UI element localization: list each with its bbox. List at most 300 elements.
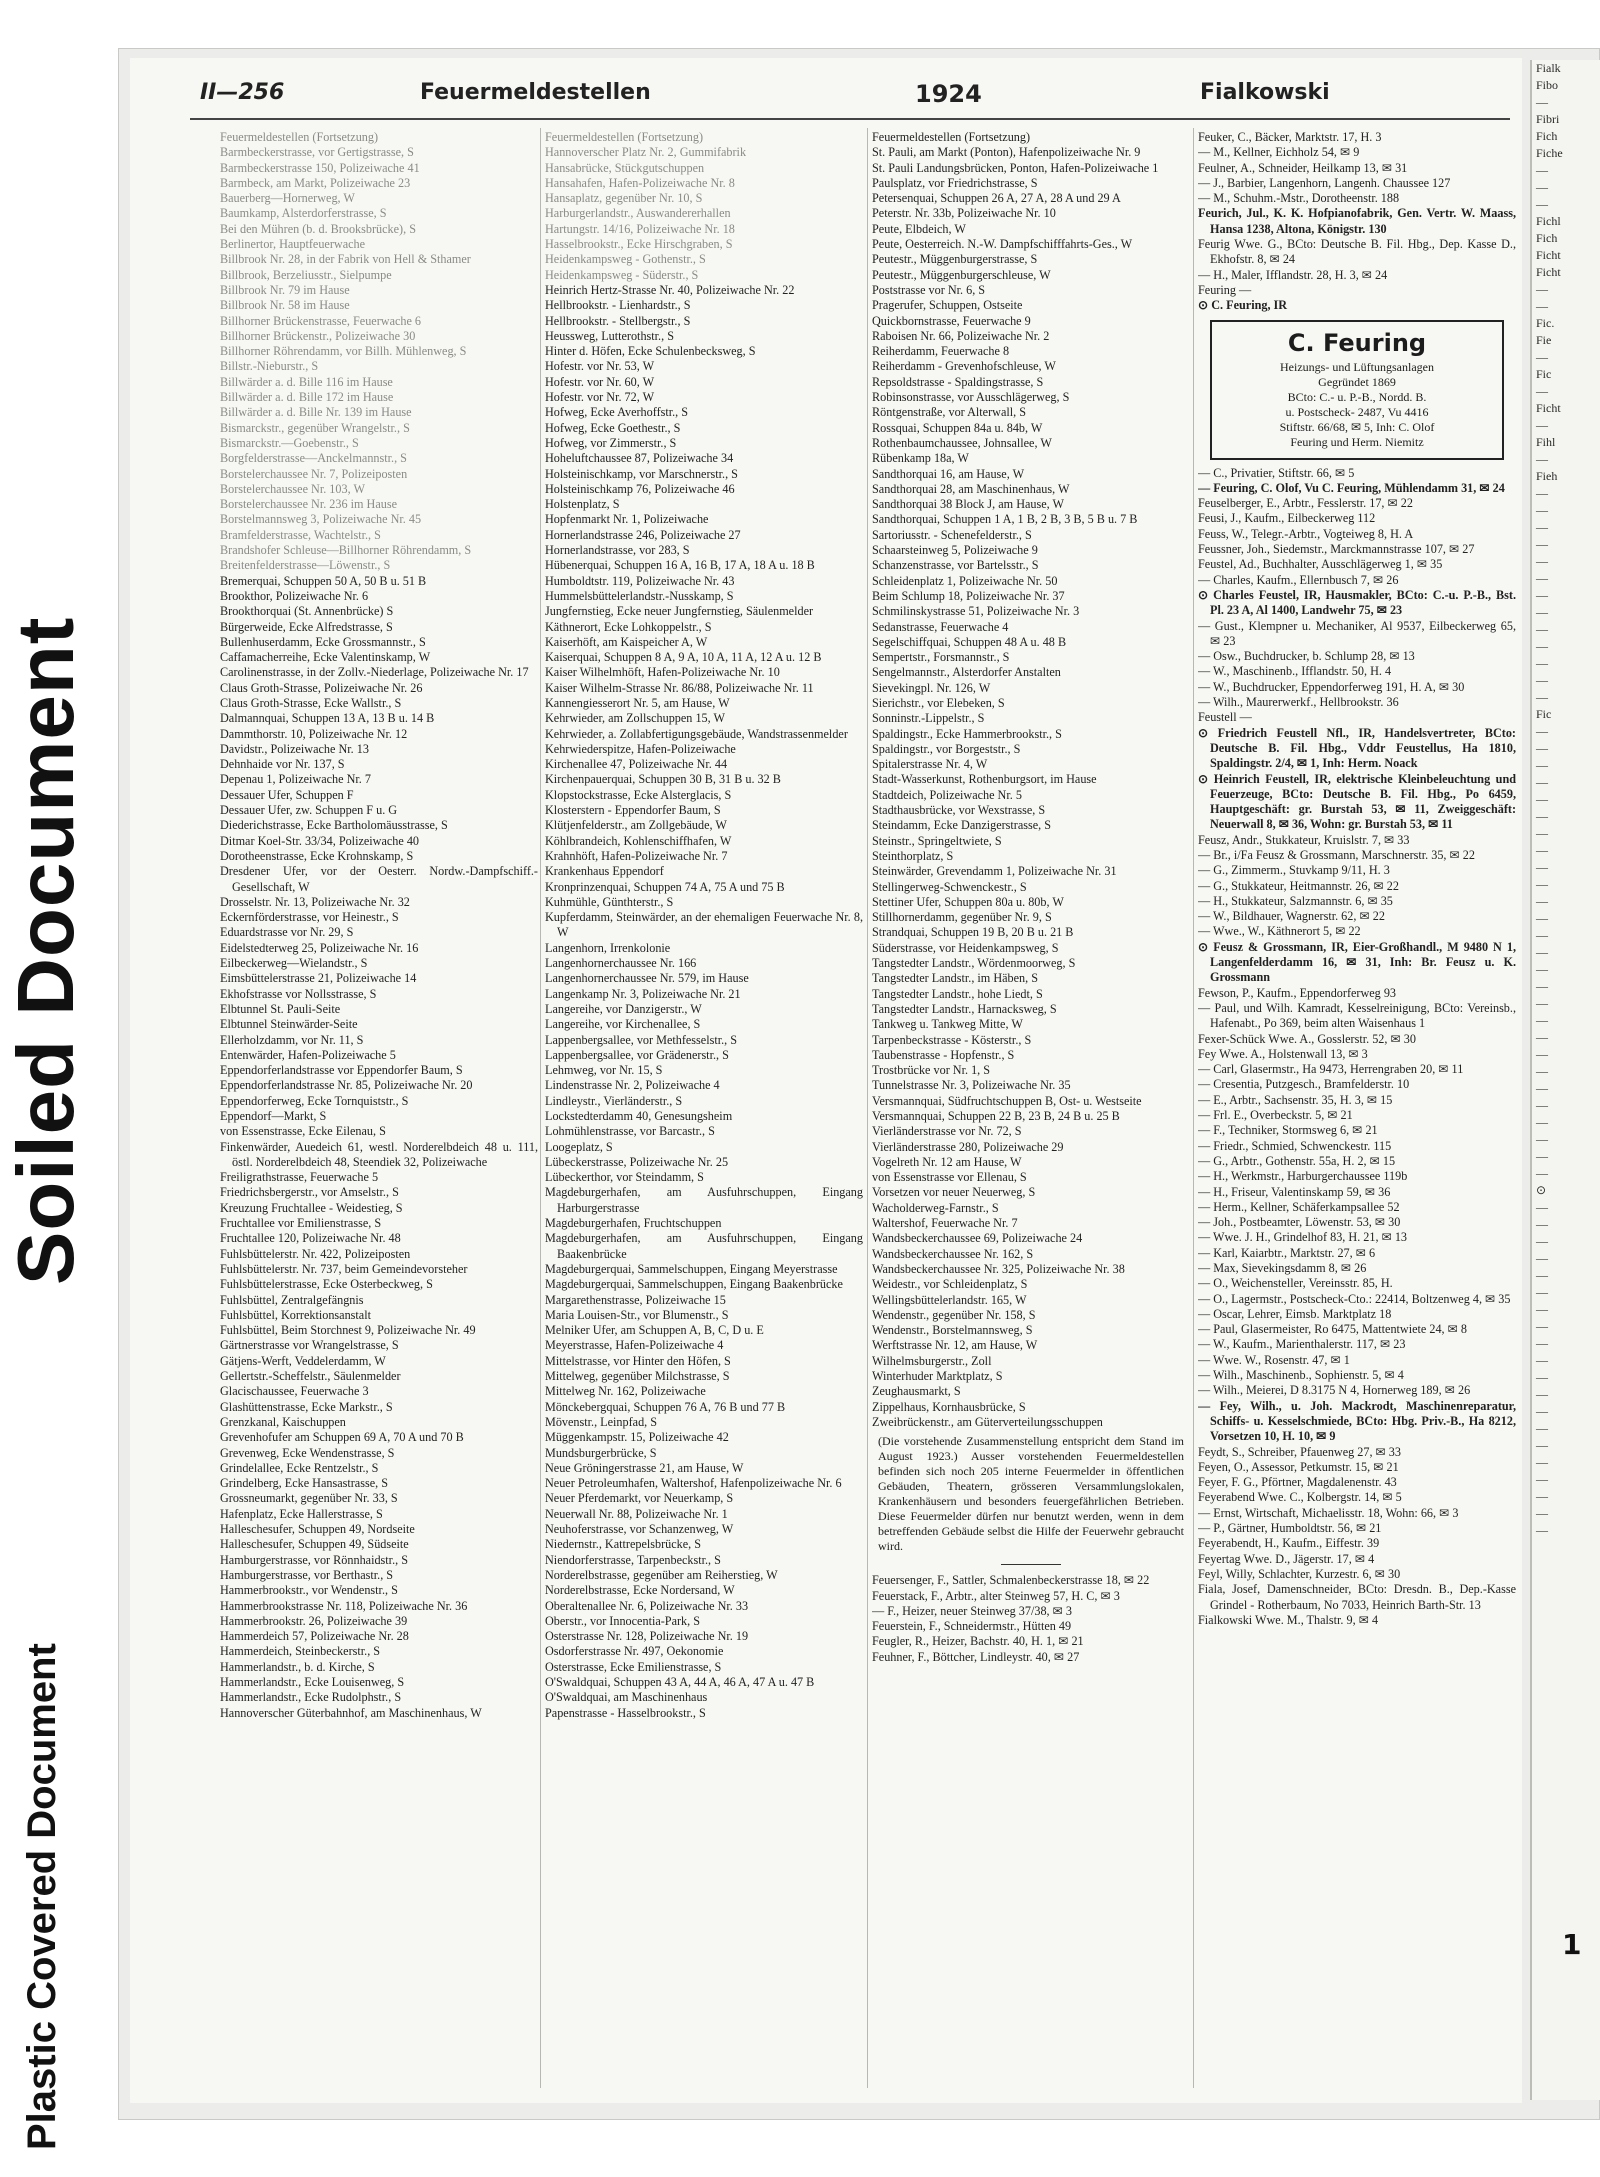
adjacent-page-fragment: — — [1536, 1319, 1548, 1333]
adjacent-page-fragment: — — [1536, 537, 1548, 551]
directory-entry: Feyen, O., Assessor, Petkumstr. 15, ✉ 21 — [1198, 1459, 1399, 1474]
directory-entry: Hofweg, Ecke Goethestr., S — [545, 420, 681, 435]
directory-entry: Strandquai, Schuppen 19 B, 20 B u. 21 B — [872, 925, 1074, 940]
directory-entry: ⊙ Charles Feustel, IR, Hausmakler, BCto: C.-u. P.-B., Bst. Pl. 23 A, Al 1400, Landwehr 75, ✉ 23 — [1198, 587, 1516, 618]
left-margin-strip — [0, 0, 115, 2177]
adjacent-page-fragment: Fibri — [1536, 112, 1560, 126]
directory-entry: — Feuring, C. Olof, Vu C. Feuring, Mühlendamm 31, ✉ 24 — [1198, 480, 1505, 495]
directory-entry: Sierichstr., vor Elebeken, S — [872, 695, 1005, 710]
adjacent-page-fragment: — — [1536, 1166, 1548, 1180]
directory-entry: Eppendorferlandstrasse Nr. 85, Polizeiwache Nr. 20 — [220, 1078, 473, 1093]
directory-entry: — F., Heizer, neuer Steinweg 37/38, ✉ 3 — [872, 1603, 1072, 1618]
directory-entry: Papenstrasse - Hasselbrookstr., S — [545, 1705, 706, 1720]
directory-entry: — Friedr., Schmied, Schwenckestr. 115 — [1198, 1138, 1392, 1153]
directory-entry: Taubenstrasse - Hopfenstr., S — [872, 1047, 1015, 1062]
directory-entry: Borgfelderstrasse—Anckelmannstr., S — [220, 451, 407, 466]
ad-line: u. Postscheck- 2487, Vu 4416 — [1285, 404, 1429, 419]
directory-entry: Ekhofstrasse vor Nollsstrasse, S — [220, 986, 377, 1001]
directory-entry: Langereihe, vor Danzigerstr., W — [545, 1001, 702, 1016]
directory-entry: Billstr.-Nieburstr., S — [220, 359, 319, 374]
directory-entry: Davidstr., Polizeiwache Nr. 13 — [220, 741, 369, 756]
directory-entry: Sartoriusstr. - Schenefelderstr., S — [872, 527, 1032, 542]
adjacent-page-fragment: — — [1536, 928, 1548, 942]
directory-entry: Osdorferstrasse Nr. 497, Oekonomie — [545, 1644, 724, 1659]
directory-entry: — Paul, Glasermeister, Ro 6475, Mattentwiete 24, ✉ 8 — [1198, 1322, 1467, 1337]
directory-entry: — O., Lagermstr., Postscheck-Cto.: 22414, Boltzenweg 4, ✉ 35 — [1198, 1291, 1511, 1306]
directory-entry: Feyl, Willy, Schlachter, Kurzestr. 6, ✉ 30 — [1198, 1566, 1401, 1581]
adjacent-page-fragment: ⊙ — [1536, 1183, 1547, 1197]
directory-entry: Langereihe, vor Kirchenallee, S — [545, 1017, 701, 1032]
directory-entry: Hoheluftchaussee 87, Polizeiwache 34 — [545, 451, 734, 466]
adjacent-page-fragment: — — [1536, 1030, 1548, 1044]
directory-entry: — Paul, und Wilh. Kamradt, Kesselreinigung, BCto: Vereinsb., Hafenabt., Po 369, beim alten Waisenhaus 1 — [1198, 1000, 1516, 1031]
directory-entry: Hannoverscher Güterbahnhof, am Maschinenhaus, W — [220, 1705, 482, 1720]
directory-entry: Peute, Oesterreich. N.-W. Dampfschifffahrts-Ges., W — [872, 237, 1133, 252]
directory-entry: Lindleystr., Vierländerstr., S — [545, 1093, 683, 1108]
directory-entry: Fuhlsbüttel, Beim Storchnest 9, Polizeiwache Nr. 49 — [220, 1323, 476, 1338]
directory-entry: Versmannquai, Südfruchtschuppen B, Ost- u. Westseite — [872, 1093, 1142, 1108]
directory-entry: Borstelerchaussee Nr. 103, W — [220, 481, 365, 496]
directory-entry: Holstenplatz, S — [545, 497, 620, 512]
directory-entry: — W., Buchdrucker, Eppendorferweg 191, H. A, ✉ 30 — [1198, 679, 1465, 694]
directory-entry: Claus Groth-Strasse, Ecke Wallstr., S — [220, 695, 402, 710]
adjacent-page-fragment: — — [1536, 282, 1548, 296]
directory-entry: — W., Maschinenb., Ifflandstr. 50, H. 4 — [1198, 664, 1392, 679]
page-header — [200, 76, 1510, 116]
directory-entry: Elbtunnel Steinwärder-Seite — [220, 1017, 358, 1032]
directory-entry: Feusi, J., Kaufm., Eilbeckerweg 112 — [1198, 511, 1376, 526]
adjacent-page-fragment: — — [1536, 452, 1548, 466]
directory-entry: Rothenbaumchaussee, Johnsallee, W — [872, 435, 1052, 450]
directory-entry: — Herm., Kellner, Schäferkampsallee 52 — [1198, 1199, 1400, 1214]
directory-entry: Tangstedter Landstr., Harnacksweg, S — [872, 1001, 1057, 1016]
directory-entry: Eilbeckerweg—Wielandstr., S — [220, 956, 368, 971]
directory-entry: — F., Techniker, Stormsweg 6, ✉ 21 — [1198, 1123, 1378, 1138]
directory-entry: Drosselstr. Nr. 13, Polizeiwache Nr. 32 — [220, 894, 410, 909]
directory-entry: Werftstrasse Nr. 12, am Hause, W — [872, 1338, 1038, 1353]
adjacent-page-fragment: — — [1536, 1506, 1548, 1520]
adjacent-page-fragment: — — [1536, 1149, 1548, 1163]
adjacent-page-fragment: — — [1536, 197, 1548, 211]
adjacent-page-fragment: — — [1536, 1353, 1548, 1367]
directory-entry: Holsteinischkamp, vor Marschnerstr., S — [545, 466, 738, 481]
directory-entry: Kehrwieder, a. Zollabfertigungsgebäude, Wandstrassenmelder — [545, 726, 848, 741]
adjacent-page-fragment: — — [1536, 1115, 1548, 1129]
directory-entry: Tarpenbeckstrasse - Kösterstr., S — [872, 1032, 1032, 1047]
directory-entry: — Ernst, Wirtschaft, Michaelisstr. 18, Wohn: 66, ✉ 3 — [1198, 1505, 1459, 1520]
directory-entry: — Wwe., W., Käthnerort 5, ✉ 22 — [1198, 924, 1361, 939]
ad-line: Feuring und Herm. Niemitz — [1290, 434, 1424, 449]
directory-entry: Kaiser Wilhelmhöft, Hafen-Polizeiwache Nr. 10 — [545, 665, 780, 680]
directory-entry: Rübenkamp 18a, W — [872, 451, 969, 466]
directory-entry: Fey Wwe. A., Holstenwall 13, ✉ 3 — [1198, 1046, 1368, 1061]
directory-entry: Feyerabend Wwe. C., Kolbergstr. 14, ✉ 5 — [1198, 1490, 1402, 1505]
directory-entry: Heussweg, Lutterothstr., S — [545, 328, 674, 343]
directory-entry: Neuer Petroleumhafen, Waltershof, Hafenpolizeiwache Nr. 6 — [545, 1476, 842, 1491]
directory-entry: Norderelbstrasse, Ecke Nordersand, W — [545, 1583, 735, 1598]
directory-entry: Magdeburgerhafen, Fruchtschuppen — [545, 1216, 722, 1231]
directory-entry: Hammerbrookstr., vor Wendenstr., S — [220, 1583, 398, 1598]
directory-entry: Sedanstrasse, Feuerwache 4 — [872, 619, 1009, 634]
adjacent-page-fragment: — — [1536, 1387, 1548, 1401]
directory-entry: Fruchtallee 120, Polizeiwache Nr. 48 — [220, 1231, 401, 1246]
directory-entry: Feuss, W., Telegr.-Arbtr., Vogteiweg 8, H. A — [1198, 526, 1414, 541]
directory-entry: Humboldtstr. 119, Polizeiwache Nr. 43 — [545, 573, 735, 588]
adjacent-page-fragment: Fic. — [1536, 316, 1555, 330]
directory-entry: Hartungstr. 14/16, Polizeiwache Nr. 18 — [545, 221, 735, 236]
directory-entry: — Oscar, Lehrer, Eimsb. Marktplatz 18 — [1198, 1306, 1392, 1321]
adjacent-page-fragment: — — [1536, 1064, 1548, 1078]
directory-entry: Feustel, Ad., Buchhalter, Ausschlägerweg 1, ✉ 35 — [1198, 557, 1443, 572]
directory-entry: Norderelbstrasse, gegenüber am Reiherstieg, W — [545, 1567, 778, 1582]
directory-entry: Sonninstr.-Lippelstr., S — [872, 711, 985, 726]
directory-entry: Berlinertor, Hauptfeuerwache — [220, 237, 366, 252]
directory-entry: — Charles, Kaufm., Ellernbusch 7, ✉ 26 — [1198, 572, 1399, 587]
directory-entry: Quickbornstrasse, Feuerwache 9 — [872, 313, 1031, 328]
directory-entry: Bürgerweide, Ecke Alfredstrasse, S — [220, 619, 393, 634]
directory-entry: — Joh., Postbeamter, Löwenstr. 53, ✉ 30 — [1198, 1215, 1401, 1230]
directory-entry: Harburgerlandstr., Auswandererhallen — [545, 206, 731, 221]
directory-entry: Hinter d. Höfen, Ecke Schulenbecksweg, S — [545, 344, 756, 359]
directory-entry: Feustell — — [1198, 710, 1252, 725]
directory-entry: Steinwärder, Grevendamm 1, Polizeiwache Nr. 31 — [872, 864, 1117, 879]
directory-entry: — Gust., Klempner u. Mechaniker, Al 9537, Eilbeckerweg 65, ✉ 23 — [1198, 618, 1516, 648]
directory-entry: Feyerabendt, H., Kaufm., Eiffestr. 39 — [1198, 1536, 1380, 1551]
edition-year: 1924 — [915, 80, 982, 108]
directory-entry: St. Pauli Landungsbrücken, Ponton, Hafen-Polizeiwache 1 — [872, 160, 1159, 175]
ad-line: Gegründet 1869 — [1318, 374, 1396, 389]
directory-entry: Peute, Elbdeich, W — [872, 221, 966, 236]
directory-entry: Hummelsbüttelerlandstr.-Nusskamp, S — [545, 588, 734, 603]
directory-entry: Neuerwall Nr. 88, Polizeiwache Nr. 1 — [545, 1506, 728, 1521]
adjacent-page-fragment: — — [1536, 894, 1548, 908]
directory-entry: Schmilinskystrasse 51, Polizeiwache Nr. 3 — [872, 604, 1080, 619]
directory-entry: Grindelallee, Ecke Rentzelstr., S — [220, 1460, 379, 1475]
directory-entry: Dammthorstr. 10, Polizeiwache Nr. 12 — [220, 726, 408, 741]
ad-line: BCto: C.- u. P.-B., Nordd. B. — [1287, 389, 1427, 404]
adjacent-page-fragment: Fiche — [1536, 146, 1563, 160]
directory-entry: Vorsetzen vor neuer Neuerweg, S — [872, 1185, 1036, 1200]
adjacent-page-fragment: Fibo — [1536, 78, 1559, 92]
directory-entry: Langenkamp Nr. 3, Polizeiwache Nr. 21 — [545, 986, 741, 1001]
adjacent-page-fragment: — — [1536, 911, 1548, 925]
adjacent-page-fragment: — — [1536, 1489, 1548, 1503]
directory-entry: Hammerdeich 57, Polizeiwache Nr. 28 — [220, 1629, 409, 1644]
column-3 — [872, 130, 1190, 2090]
directory-entry: Dorotheenstrasse, Ecke Krohnskamp, S — [220, 848, 414, 863]
adjacent-page-fragment: — — [1536, 588, 1548, 602]
adjacent-page-fragment: — — [1536, 860, 1548, 874]
ad-title: C. Feuring — [1287, 328, 1427, 357]
directory-entry: Winterhuder Marktplatz, S — [872, 1369, 1003, 1384]
section-title: Feuermeldestellen — [420, 80, 651, 105]
column-3-entries-after — [872, 1573, 1190, 1665]
adjacent-page-fragment: — — [1536, 1455, 1548, 1469]
directory-entry: Tangstedter Landstr., im Häben, S — [872, 971, 1039, 986]
directory-entry: Kaiserhöft, am Kaispeicher A, W — [545, 634, 708, 649]
adjacent-page-fragment: Fich — [1536, 129, 1558, 143]
directory-entry: Oberaltenallee Nr. 6, Polizeiwache Nr. 33 — [545, 1598, 749, 1613]
directory-entry: Beim Schlump 18, Polizeiwache Nr. 37 — [872, 588, 1065, 603]
directory-entry: Grossneumarkt, gegenüber Nr. 33, S — [220, 1491, 398, 1506]
directory-entry: Grindelberg, Ecke Hansastrasse, S — [220, 1476, 388, 1491]
directory-entry: Meyerstrasse, Hafen-Polizeiwache 4 — [545, 1338, 724, 1353]
column-divider — [867, 128, 868, 2088]
directory-entry: Kreuzung Fruchtallee - Weidestieg, S — [220, 1200, 403, 1215]
directory-entry: Hübenerquai, Schuppen 16 A, 16 B, 17 A, 18 A u. 18 B — [545, 558, 815, 573]
directory-entry: O'Swaldquai, am Maschinenhaus — [545, 1690, 708, 1705]
directory-entry: — G., Zimmerm., Stuvkamp 9/11, H. 3 — [1198, 863, 1390, 878]
directory-entry: Röntgenstraße, vor Alterwall, S — [872, 405, 1027, 420]
directory-entry: Hansabrücke, Stückgutschuppen — [545, 160, 705, 175]
directory-entry: Margarethenstrasse, Polizeiwache 15 — [545, 1292, 726, 1307]
directory-entry: Magdeburgerquai, Sammelschuppen, Eingang Baakenbrücke — [545, 1277, 843, 1292]
directory-entry: Robinsonstrasse, vor Ausschlägerweg, S — [872, 390, 1070, 405]
directory-entry: Klopstockstrasse, Ecke Alsterglacis, S — [545, 787, 732, 802]
column-2 — [545, 130, 863, 2090]
adjacent-page-fragment: — — [1536, 95, 1548, 109]
directory-entry: Billbrook Nr. 79 im Hause — [220, 282, 350, 297]
directory-entry: Heinrich Hertz-Strasse Nr. 40, Polizeiwache Nr. 22 — [545, 282, 795, 297]
directory-entry: Barmbeckerstrasse, vor Gertigstrasse, S — [220, 145, 414, 160]
directory-entry: Bismarckstr.—Goebenstr., S — [220, 435, 359, 450]
column-4 — [1198, 130, 1516, 2090]
adjacent-page-fragment: — — [1536, 741, 1548, 755]
directory-entry: Feyer, F. G., Pförtner, Magdalenenstr. 43 — [1198, 1475, 1397, 1490]
directory-entry: Bullenhuserdamm, Ecke Grossmannstr., S — [220, 634, 426, 649]
directory-entry: Steinthorplatz, S — [872, 848, 954, 863]
directory-entry: Petersenquai, Schuppen 26 A, 27 A, 28 A und 29 A — [872, 191, 1121, 206]
directory-entry: Feuermeldestellen (Fortsetzung) — [545, 130, 704, 144]
column-divider — [1193, 128, 1194, 2088]
directory-entry: Billbrook, Berzeliusstr., Sielpumpe — [220, 267, 392, 282]
divider-rule — [1001, 1564, 1061, 1565]
directory-entry: Trostbrücke vor Nr. 1, S — [872, 1063, 991, 1078]
directory-entry: Dresdener Ufer, vor der Oesterr. Nordw.-Dampfschiff.-Gesellschaft, W — [220, 864, 538, 894]
directory-entry: Feussner, Joh., Siedemstr., Marckmannstrasse 107, ✉ 27 — [1198, 542, 1475, 557]
directory-entry: — Wilh., Meierei, D 8.3175 N 4, Hornerweg 189, ✉ 26 — [1198, 1383, 1471, 1398]
directory-entry: Hamburgerstrasse, vor Rönnhaidstr., S — [220, 1552, 408, 1567]
directory-entry: Oberstr., vor Innocentia-Park, S — [545, 1613, 701, 1628]
directory-entry: Melniker Ufer, am Schuppen A, B, C, D u. E — [545, 1323, 764, 1338]
directory-entry: Glacischaussee, Feuerwache 3 — [220, 1384, 369, 1399]
directory-entry: Dessauer Ufer, Schuppen F — [220, 787, 354, 802]
adjacent-page-fragment: Fichl — [1536, 214, 1561, 228]
directory-entry: Billhorner Röhrendamm, vor Billh. Mühlenweg, S — [220, 344, 467, 359]
column-3-entries — [872, 130, 1190, 1430]
directory-entry: — Br., i/Fa Feusz & Grossmann, Marschnerstr. 35, ✉ 22 — [1198, 847, 1475, 862]
directory-entry: Hammerbrookstrasse Nr. 118, Polizeiwache Nr. 36 — [220, 1598, 468, 1613]
directory-entry: Schaarsteinweg 5, Polizeiwache 9 — [872, 543, 1038, 558]
directory-entry: Barmbeckerstrasse 150, Polizeiwache 41 — [220, 160, 420, 175]
directory-entry: Billwärder a. d. Bille Nr. 139 im Hause — [220, 405, 412, 420]
adjacent-page-fragment: — — [1536, 180, 1548, 194]
directory-entry: Grevenweg, Ecke Wendenstrasse, S — [220, 1445, 395, 1460]
directory-entry: Käthnerort, Ecke Lohkoppelstr., S — [545, 619, 712, 634]
directory-entry: Feuerstein, F., Schneidermstr., Hütten 49 — [872, 1619, 1072, 1634]
directory-entry: Fiala, Josef, Damenschneider, BCto: Dresdn. B., Dep.-Kasse Grindel - Rotherbaum, No 7033, Heinrich Barth-Str. 13 — [1198, 1582, 1516, 1612]
directory-entry: Reiherdamm, Feuerwache 8 — [872, 344, 1010, 359]
directory-entry: — Wilh., Maurerwerkf., Hellbrookstr. 36 — [1198, 695, 1399, 710]
directory-entry: Entenwärder, Hafen-Polizeiwache 5 — [220, 1047, 396, 1062]
directory-entry: Gellertstr.-Scheffelstr., Säulenmelder — [220, 1369, 401, 1384]
adjacent-page-fragment: — — [1536, 673, 1548, 687]
footnote: (Die vorstehende Zusammenstellung entspricht dem Stand im August 1923.) Ausser vorstehenden Feuermeldestellen befinden sich noch 205 interne Feuermelder in öffentlichen Gebäuden, Theatern, grösseren Versammlungslokalen, Krankenhäusern und besonders feuergefährlichen Betrieben. Diese Feuermelder dürfen nur benutzt werden, wenn in dem betreffenden Gebäude selbst die Hilfe der Feuerwehr gebraucht wird. — [878, 1434, 1184, 1554]
directory-entry: — M., Schuhm.-Mstr., Dorotheenstr. 188 — [1198, 191, 1400, 206]
column-divider — [540, 128, 541, 2088]
directory-entry: Kaiser Wilhelm-Strasse Nr. 86/88, Polizeiwache Nr. 11 — [545, 680, 814, 695]
directory-entry: Kehrwiederspitze, Hafen-Polizeiwache — [545, 741, 736, 756]
adjacent-page-fragment: — — [1536, 792, 1548, 806]
directory-entry: Bismarckstr., gegenüber Wrangelstr., S — [220, 420, 410, 435]
directory-entry: Sempertstr., Forsmannstr., S — [872, 650, 1010, 665]
adjacent-page-fragment: — — [1536, 843, 1548, 857]
directory-entry: Dalmannquai, Schuppen 13 A, 13 B u. 14 B — [220, 711, 435, 726]
adjacent-page-fragment: Ficht — [1536, 401, 1561, 415]
directory-entry: Feydt, S., Schreiber, Pfauenweg 27, ✉ 33 — [1198, 1444, 1401, 1459]
directory-entry: Hammerlandstr., Ecke Louisenweg, S — [220, 1674, 405, 1689]
directory-entry: Hellbrookstr. - Lienhardstr., S — [545, 298, 691, 313]
directory-entry: Hammerlandstr., b. d. Kirche, S — [220, 1659, 375, 1674]
directory-entry: — Karl, Kaiarbtr., Marktstr. 27, ✉ 6 — [1198, 1245, 1376, 1260]
adjacent-page-fragment: — — [1536, 384, 1548, 398]
directory-entry: Baumkamp, Alsterdorferstrasse, S — [220, 206, 387, 221]
header-rule — [190, 118, 1510, 120]
adjacent-page-fragment: — — [1536, 1081, 1548, 1095]
feuring-advertisement — [1210, 320, 1504, 460]
adjacent-page-fragment: — — [1536, 758, 1548, 772]
adjacent-page-fragment: Fieh — [1536, 469, 1558, 483]
directory-entry: Langenhornerchaussee Nr. 166 — [545, 956, 697, 971]
directory-entry: Jungfernstieg, Ecke neuer Jungfernstieg, Säulenmelder — [545, 604, 814, 619]
directory-entry: Peterstr. Nr. 33b, Polizeiwache Nr. 10 — [872, 206, 1056, 221]
directory-entry: Breitenfelderstrasse—Löwenstr., S — [220, 558, 391, 573]
directory-entry: Heidenkampsweg - Gothenstr., S — [545, 252, 706, 267]
directory-entry: Köhlbrandeich, Kohlenschiffhafen, W — [545, 833, 732, 848]
directory-entry: Stettiner Ufer, Schuppen 80a u. 80b, W — [872, 894, 1064, 909]
adjacent-page-fragment: — — [1536, 1523, 1548, 1537]
directory-entry: Neuhoferstrasse, vor Schanzenweg, W — [545, 1522, 734, 1537]
directory-entry: Hofestr. vor Nr. 60, W — [545, 374, 655, 389]
directory-entry: Kuhmühle, Günthterstr., S — [545, 894, 674, 909]
adjacent-page-fragment: — — [1536, 1234, 1548, 1248]
directory-entry: Feuhner, F., Böttcher, Lindleystr. 40, ✉ 27 — [872, 1649, 1080, 1664]
directory-entry: ⊙ Heinrich Feustell, IR, elektrische Kleinbeleuchtung und Feuerzeuge, BCto: Deutsche B. Fil. Hbg., Po 6459, Hauptgeschäft: gr. Burstah 53, ✉ 11, Zweiggeschäft: Neuerwall 8, ✉ 36, Wohn: gr. Burstah 53, ✉ 11 — [1198, 771, 1516, 832]
adjacent-page-fragment: — — [1536, 979, 1548, 993]
adjacent-page-fragment: — — [1536, 656, 1548, 670]
plastic-covered-label: Plastic Covered Document — [20, 1643, 64, 2150]
adjacent-page-fragment: — — [1536, 1047, 1548, 1061]
directory-entry: ⊙ Feusz & Grossmann, IR, Eier-Großhandl., M 9480 N 1, Langenfelderdamm 16, ✉ 31, Inh: Br. Feusz u. K. Grossmann — [1198, 939, 1516, 985]
directory-entry: Lübeckerstrasse, Polizeiwache Nr. 25 — [545, 1154, 729, 1169]
directory-entry: Vierländerstrasse 280, Polizeiwache 29 — [872, 1139, 1064, 1154]
directory-entry: Klosterstern - Eppendorfer Baum, S — [545, 803, 721, 818]
adjacent-page-fragment: — — [1536, 775, 1548, 789]
directory-entry: Stadthausbrücke, vor Wexstrasse, S — [872, 803, 1046, 818]
directory-entry: Carolinenstrasse, in der Zollv.-Niederlage, Polizeiwache Nr. 17 — [220, 665, 529, 680]
directory-entry: — C., Privatier, Stiftstr. 66, ✉ 5 — [1198, 465, 1355, 480]
directory-entry: Kannengiesserort Nr. 5, am Hause, W — [545, 695, 730, 710]
directory-entry: Friedrichsbergerstr., vor Amselstr., S — [220, 1185, 399, 1200]
directory-entry: Brookthorquai (St. Annenbrücke) S — [220, 604, 394, 619]
adjacent-page-fragment: — — [1536, 622, 1548, 636]
directory-entry: Hornerlandstrasse 246, Polizeiwache 27 — [545, 527, 741, 542]
adjacent-page-fragment: — — [1536, 945, 1548, 959]
directory-entry: — Wilh., Maschinenb., Sophienstr. 5, ✉ 4 — [1198, 1368, 1404, 1383]
directory-entry: Mittelweg, gegenüber Milchstrasse, S — [545, 1369, 730, 1384]
directory-entry: Reiherdamm - Grevenhofschleuse, W — [872, 359, 1056, 374]
directory-entry: — Wwe. W., Rosenstr. 47, ✉ 1 — [1198, 1352, 1350, 1367]
directory-entry: Wendenstr., gegenüber Nr. 158, S — [872, 1307, 1036, 1322]
directory-entry: Eckernförderstrasse, vor Heinestr., S — [220, 910, 399, 925]
adjacent-page-fragment: — — [1536, 809, 1548, 823]
directory-entry: Steindamm, Ecke Danzigerstrasse, S — [872, 818, 1052, 833]
directory-entry: Eidelstedterweg 25, Polizeiwache Nr. 16 — [220, 940, 419, 955]
directory-entry: Feuersenger, F., Sattler, Schmalenbeckerstrasse 18, ✉ 22 — [872, 1573, 1150, 1588]
directory-entry: Hammerdeich, Steinbeckerstr., S — [220, 1644, 381, 1659]
directory-entry: Poststrasse vor Nr. 6, S — [872, 282, 986, 297]
directory-entry: Wendenstr., Borstelmannsweg, S — [872, 1323, 1033, 1338]
directory-entry: Kupferdamm, Steinwärder, an der ehemaligen Feuerwache Nr. 8, W — [545, 910, 863, 940]
directory-entry: Elbtunnel St. Pauli-Seite — [220, 1001, 341, 1016]
directory-entry: Hopfenmarkt Nr. 1, Polizeiwache — [545, 512, 709, 527]
directory-entry: Zeughausmarkt, S — [872, 1384, 961, 1399]
directory-entry: Fuhlsbüttel, Zentralgefängnis — [220, 1292, 364, 1307]
directory-entry: Neuer Pferdemarkt, vor Neuerkamp, S — [545, 1491, 734, 1506]
directory-entry: Dehnhaide vor Nr. 137, S — [220, 757, 345, 772]
directory-entry: Mundsburgerbrücke, S — [545, 1445, 657, 1460]
directory-entry: — H., Friseur, Valentinskamp 59, ✉ 36 — [1198, 1184, 1391, 1199]
directory-entry: Magdeburgerhafen, am Ausfuhrschuppen, Eingang Baakenbrücke — [545, 1231, 863, 1261]
adjacent-page-fragment: Fie — [1536, 333, 1552, 347]
directory-entry: Hansaplatz, gegenüber Nr. 10, S — [545, 191, 703, 206]
directory-entry: — Fey, Wilh., u. Joh. Mackrodt, Maschinenreparatur, Schiffs- u. Kesselschmiede, BCto: Hbg. Priv.-B., Ha 8212, Vorsetzen 10, H. 10, ✉ 9 — [1198, 1398, 1516, 1444]
directory-entry: Niendorferstrasse, Tarpenbeckstr., S — [545, 1552, 721, 1567]
directory-entry: Billwärder a. d. Bille 172 im Hause — [220, 390, 394, 405]
directory-entry: Feuermeldestellen (Fortsetzung) — [220, 130, 379, 144]
directory-entry: Mövenstr., Leinpfad, S — [545, 1414, 658, 1429]
directory-entry: Süderstrasse, vor Heidenkampsweg, S — [872, 940, 1059, 955]
directory-entry: Magdeburgerquai, Sammelschuppen, Eingang Meyerstrasse — [545, 1261, 838, 1276]
directory-entry: Fewson, P., Kaufm., Eppendorferweg 93 — [1198, 985, 1397, 1000]
adjacent-page-edge — [1530, 60, 1600, 2100]
directory-entry: Caffamacherreihe, Ecke Valentinskamp, W — [220, 650, 431, 665]
directory-entry: — Carl, Glasermstr., Ha 9473, Herrengraben 20, ✉ 11 — [1198, 1062, 1464, 1077]
directory-entry: Schanzenstrasse, vor Bartelsstr., S — [872, 558, 1039, 573]
directory-entry: Wandsbeckerchaussee Nr. 162, S — [872, 1246, 1034, 1261]
directory-entry: Billwärder a. d. Bille 116 im Hause — [220, 374, 393, 389]
directory-entry: Lockstedterdamm 40, Genesungsheim — [545, 1109, 733, 1123]
directory-entry: Osterstrasse Nr. 128, Polizeiwache Nr. 19 — [545, 1629, 749, 1644]
directory-entry: Feuerstack, F., Arbtr., alter Steinweg 57, H. C, ✉ 3 — [872, 1588, 1120, 1603]
directory-entry: Fuhlsbüttel, Korrektionsanstalt — [220, 1307, 371, 1322]
directory-entry: Weidestr., vor Schleidenplatz, S — [872, 1277, 1028, 1292]
directory-entry: Brandshofer Schleuse—Billhorner Röhrendamm, S — [220, 543, 472, 558]
directory-entry: Wellingsbüttelerlandstr. 165, W — [872, 1292, 1027, 1307]
directory-entry: Grevenhofufer am Schuppen 69 A, 70 A und 70 B — [220, 1430, 464, 1445]
directory-entry: Raboisen Nr. 66, Polizeiwache Nr. 2 — [872, 328, 1050, 343]
directory-page — [130, 58, 1522, 2103]
directory-entry: Eppendorferweg, Ecke Tornquiststr., S — [220, 1093, 409, 1108]
directory-entry: Fuhlsbüttelerstrasse, Ecke Osterbeckweg, S — [220, 1277, 433, 1292]
directory-entry: O'Swaldquai, Schuppen 43 A, 44 A, 46 A, 47 A u. 47 B — [545, 1674, 815, 1689]
directory-entry: — G., Stukkateur, Heitmannstr. 26, ✉ 22 — [1198, 878, 1399, 893]
directory-entry: Hamburgerstrasse, vor Berthastr., S — [220, 1567, 394, 1582]
directory-entry: Zweibrückenstr., am Güterverteilungsschuppen — [872, 1414, 1103, 1429]
directory-entry: von Essenstrasse, Ecke Eilenau, S — [220, 1124, 386, 1139]
adjacent-page-fragment: — — [1536, 503, 1548, 517]
directory-entry: Segelschiffquai, Schuppen 48 A u. 48 B — [872, 634, 1067, 649]
